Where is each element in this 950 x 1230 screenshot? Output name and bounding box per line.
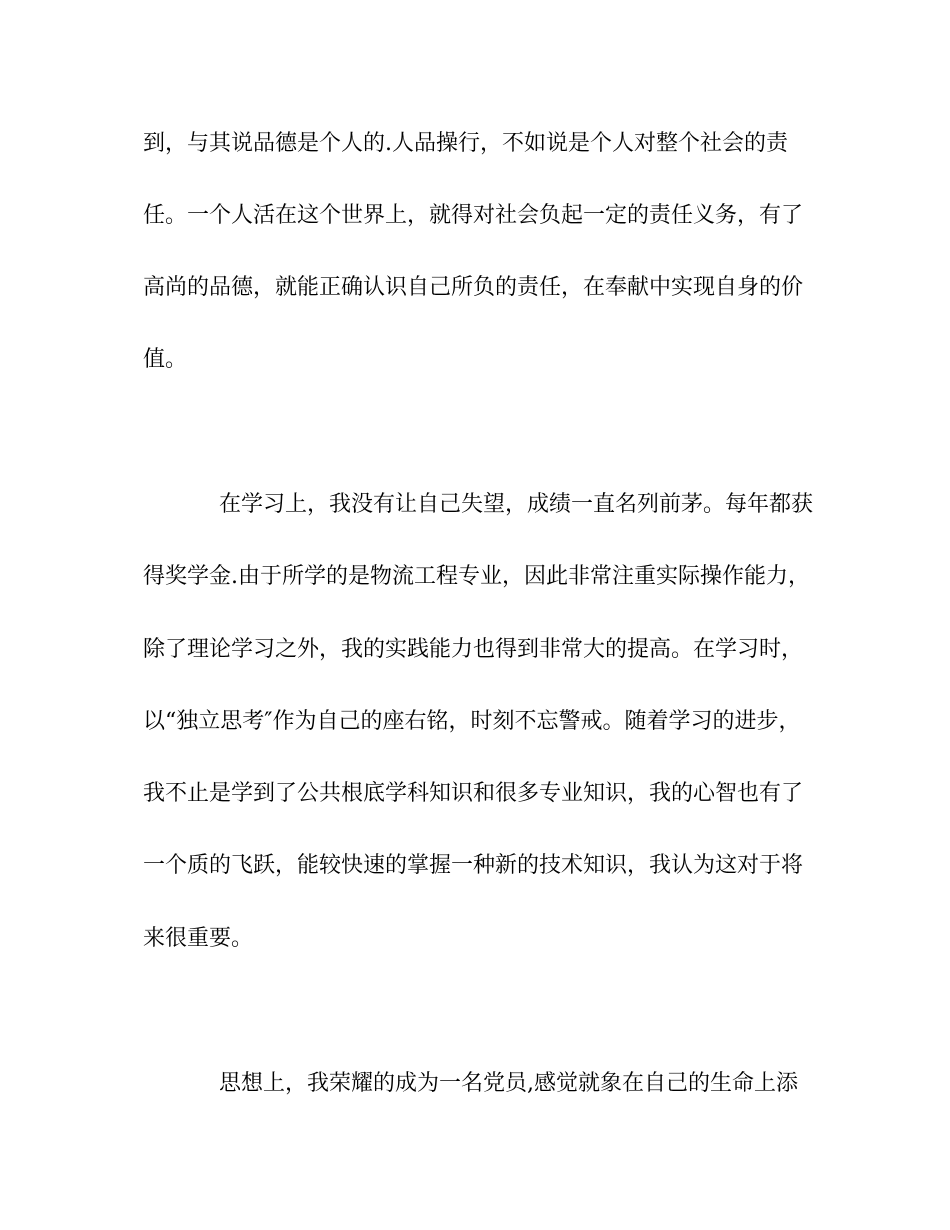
paragraph-line: 在学习上，我没有让自己失望，成绩一直名列前茅。每年都获 [219,492,814,517]
paragraph-line: 得奖学金.由于所学的是物流工程专业，因此非常注重实际操作能力， [143,564,810,589]
paragraph-line: 高尚的品德，就能正确认识自己所负的责任，在奉献中实现自身的价 [143,275,804,300]
paragraph-line: 值。 [143,347,188,372]
paragraph-line: 我不止是学到了公共根底学科知识和很多专业知识，我的心智也有了 [143,781,804,806]
paragraph-line: 一个质的飞跃，能较快速的掌握一种新的技术知识，我认为这对于将 [143,853,804,878]
paragraph-line: 除了理论学习之外，我的实践能力也得到非常大的提高。在学习时， [143,637,804,662]
paragraph-line: 任。一个人活在这个世界上，就得对社会负起一定的责任义务，有了 [143,203,804,228]
paragraph-line: 以“独立思考″作为自己的座右铭，时刻不忘警戒。随着学习的进步， [143,709,801,734]
paragraph-line: 到，与其说品德是个人的.人品操行，不如说是个人对整个社会的责 [143,131,788,156]
paragraph-line: 思想上，我荣耀的成为一名党员,感觉就象在自己的生命上添 [219,1071,798,1096]
paragraph-line: 来很重要。 [143,926,254,951]
